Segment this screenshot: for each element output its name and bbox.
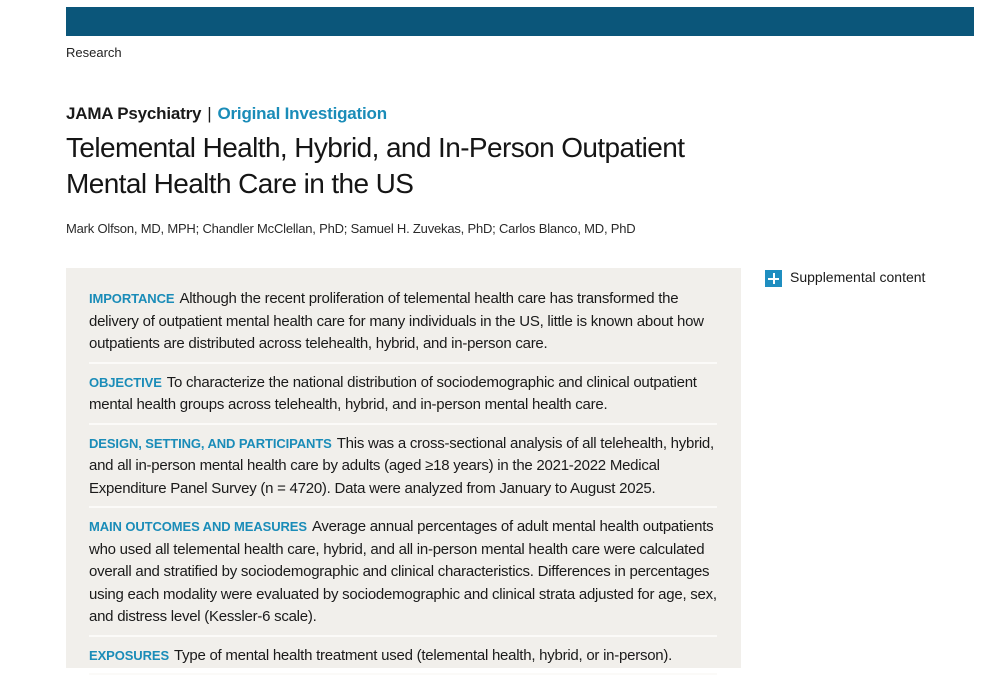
abstract-text: This was a cross-sectional analysis of all telehealth, hybrid, and all in-person mental health care by adults (aged ≥18 years) in the 2021-2022 Medical Expenditure Panel Survey (n = 4720). Data were analyzed from January to August 2025. [89,435,714,497]
article-title: Telemental Health, Hybrid, and In-Person Outpatient Mental Health Care in the US [66,130,766,202]
abstract-heading: OBJECTIVE [89,375,162,390]
abstract-exposures [89,643,717,675]
abstract-heading: EXPOSURES [89,648,169,663]
supplemental-label: Supplemental content [790,269,925,285]
journal-header-bar [66,7,974,36]
abstract-text: Type of mental health treatment used (telemental health, hybrid, or in-person). [174,647,672,664]
author-list: Mark Olfson, MD, MPH; Chandler McClellan, PhD; Samuel H. Zuvekas, PhD; Carlos Blanco, MD, PhD [66,221,635,236]
abstract-outcomes [89,514,717,637]
abstract-importance [89,286,717,364]
abstract-design [89,431,717,509]
abstract-text: To characterize the national distribution of sociodemographic and clinical outpatient mental health groups across telehealth, hybrid, and in-person mental health care. [89,374,697,414]
abstract-heading: IMPORTANCE [89,291,174,306]
plus-icon [765,270,782,287]
abstract-text: Average annual percentages of adult mental health outpatients who used all telemental health care, hybrid, and all in-person mental health care were calculated overall and stratified by sociodemographic and clinical characteristics. Differences in percentages using each modality were evaluated by sociodemographic and clinical strata adjusted for age, sex, and distress level (Kessler-6 scale). [89,518,717,625]
abstract-box [66,268,741,668]
abstract-text: Although the recent proliferation of telemental health care has transformed the delivery of outpatient mental health care for many individuals in the US, little is known about how outpatients are distributed across telehealth, hybrid, and in-person care. [89,290,704,352]
journal-line [66,104,387,124]
abstract-heading: DESIGN, SETTING, AND PARTICIPANTS [89,436,332,451]
article-type: Original Investigation [217,104,386,123]
abstract-objective [89,370,717,425]
supplemental-content-link[interactable] [765,266,925,287]
section-label: Research [66,45,122,60]
journal-name: JAMA Psychiatry [66,104,201,123]
separator: | [207,104,211,123]
abstract-heading: MAIN OUTCOMES AND MEASURES [89,519,307,534]
